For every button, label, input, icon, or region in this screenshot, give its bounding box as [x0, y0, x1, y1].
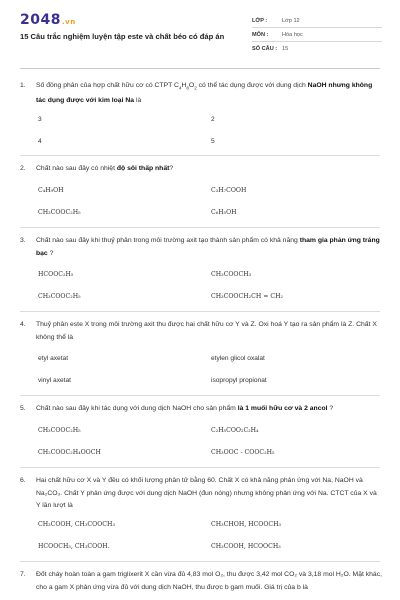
meta-row-count: SỐ CÂU : 15	[252, 45, 289, 52]
answer-option[interactable]: CH₃CHOH, HCOOCH₃	[211, 521, 282, 528]
answer-option[interactable]: C₄H₉OH	[38, 187, 64, 194]
question-divider	[20, 561, 380, 562]
answer-option[interactable]: CH₂COOC₂H₄OOCH	[38, 449, 101, 456]
question-text: Chất nào sau đây có nhiệt độ sôi thấp nhất?	[36, 165, 174, 172]
question-divider	[20, 311, 380, 312]
question-text: Chất nào sau đây khi tác dụng với dung dịch NaOH cho sản phẩm là 1 muối hữu cơ và 2 ancol ?	[36, 405, 334, 412]
header-divider	[20, 68, 380, 69]
answer-option[interactable]: HCOOCH₃, CH₃COOH.	[38, 543, 110, 550]
site-logo[interactable]: 2048.vn	[20, 12, 76, 28]
answer-option[interactable]: isopropyl propionat	[211, 377, 267, 384]
question-7: 7. Đốt cháy hoàn toàn a gam triglixerit X cần vừa đủ 4,83 mol O₂, thu được 3,42 mol CO₂ và 3,18 mol H₂O. Mặt khác, cho a gam X phản ứng vừa đủ với dung dịch NaOH, thu được b gam muối. Giá trị của b là	[20, 569, 382, 600]
answer-option[interactable]: vinyl axetat	[38, 377, 71, 384]
meta-row-class: LỚP : Lớp 12	[252, 14, 382, 28]
meta-table	[252, 14, 382, 55]
answer-option[interactable]: HCOOC₂H₅	[38, 271, 74, 278]
answer-option[interactable]: C₆H₅OH	[211, 209, 237, 216]
answer-option[interactable]: CH₃COOC₂H₅	[38, 293, 81, 300]
answer-option[interactable]: CH₃COOH, CH₃COOCH₃	[38, 521, 115, 528]
question-text: Hai chất hữu cơ X và Y đều có khối lượng phân tử bằng 60. Chất X có khả năng phản ứng với Na, NaOH và Na₂CO₃. Chất Y phản ứng được với dung dịch NaOH (đun nóng) nhưng không phản ứng với Na. CTCT của X và Y lần lượt là	[36, 477, 377, 509]
answer-option[interactable]: 4	[38, 138, 42, 145]
question-5: 5. Chất nào sau đây khi tác dụng với dung dịch NaOH cho sản phẩm là 1 muối hữu cơ và 2 ancol ?	[20, 403, 382, 416]
question-1: 1. Số đồng phân của hợp chất hữu cơ có CTPT $C_4H_8O_2$ có thể tác dụng được với dung dịch NaOH nhưng không tác dụng được với kim loại Na là	[20, 80, 382, 107]
question-divider	[20, 395, 380, 396]
answer-option[interactable]: CH₃COOCH₃	[211, 271, 252, 278]
answer-option[interactable]: CH₃COOC₂H₅	[38, 427, 81, 434]
question-text: Chất nào sau đây khi thuỷ phân trong môi trường axit tạo thành sản phẩm có khả năng tham gia phản ứng tráng bạc ?	[36, 237, 380, 257]
answer-option[interactable]: C₃H₇COOH	[211, 187, 247, 194]
question-2: 2. Chất nào sau đây có nhiệt độ sôi thấp nhất?	[20, 163, 382, 176]
answer-option[interactable]: C₂H₅COO₂C₂H₄	[211, 427, 259, 434]
answer-option[interactable]: 2	[211, 116, 215, 123]
question-text: Thuỷ phân este X trong môi trường axit thu được hai chất hữu cơ Y và Z. Oxi hoá Y tạo ra sản phẩm là Z. Chất X không thể là	[36, 321, 377, 341]
question-text: Số đồng phân của hợp chất hữu cơ có CTPT $C_4H_8O_2$ có thể tác dụng được với dung dịch NaOH nhưng không tác dụng được với kim loại Na là	[36, 82, 373, 104]
answer-option[interactable]: CH₃COOH, HCOOCH₃	[211, 543, 281, 550]
question-3: 3. Chất nào sau đây khi thuỷ phân trong môi trường axit tạo thành sản phẩm có khả năng tham gia phản ứng tráng bạc ?	[20, 235, 382, 260]
question-divider	[20, 227, 380, 228]
question-divider	[20, 467, 380, 468]
header	[0, 0, 400, 66]
question-6: 6. Hai chất hữu cơ X và Y đều có khối lượng phân tử bằng 60. Chất X có khả năng phản ứng với Na, NaOH và Na₂CO₃. Chất Y phản ứng được với dung dịch NaOH (đun nóng) nhưng không phản ứng với Na. CTCT của X và Y lần lượt là	[20, 475, 382, 513]
answer-option[interactable]: etyl axetat	[38, 355, 69, 362]
meta-row-subject: MÔN : Hóa học	[252, 28, 382, 42]
answer-option[interactable]: CH₃COOCH₂CH = CH₂	[211, 293, 283, 300]
document-title: 15 Câu trắc nghiệm luyện tập este và chất béo có đáp án	[20, 32, 225, 41]
answer-option[interactable]: CH₃OOC - COOC₂H₅	[211, 449, 275, 456]
answer-option[interactable]: CH₃COOC₂H₅	[38, 209, 81, 216]
answer-option[interactable]: 5	[211, 138, 215, 145]
question-4: 4. Thuỷ phân este X trong môi trường axit thu được hai chất hữu cơ Y và Z. Oxi hoá Y tạo ra sản phẩm là Z. Chất X không thể là	[20, 319, 382, 344]
question-divider	[20, 155, 380, 156]
answer-option[interactable]: 3	[38, 116, 42, 123]
question-text: Đốt cháy hoàn toàn a gam triglixerit X cần vừa đủ 4,83 mol O₂, thu được 3,42 mol CO₂ và 3,18 mol H₂O. Mặt khác, cho a gam X phản ứng vừa đủ với dung dịch NaOH, thu được b gam muối. Giá trị của b là	[36, 571, 382, 591]
answer-option[interactable]: etylen glicol oxalat	[211, 355, 265, 362]
